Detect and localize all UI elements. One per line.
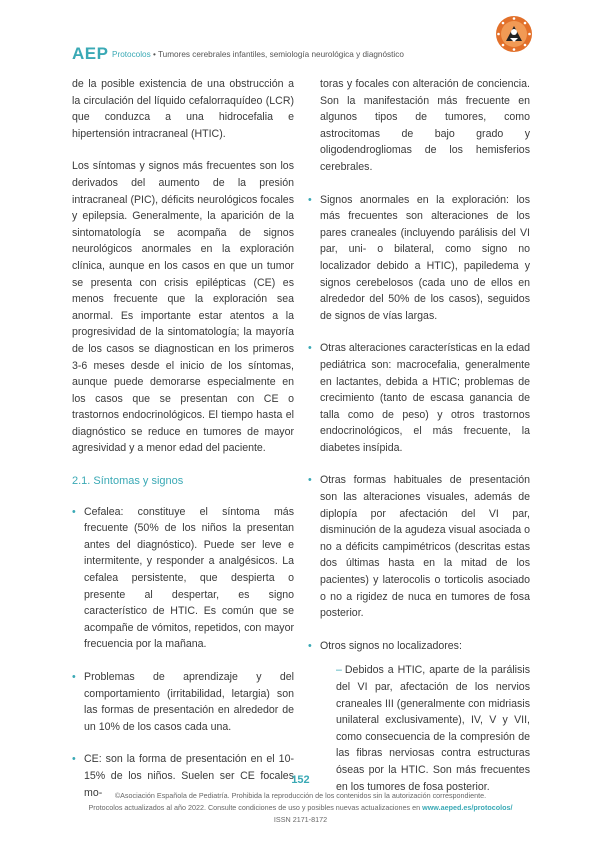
bullet-marker: • [72, 753, 76, 766]
signs-list [308, 192, 530, 796]
list-item-text: Otras formas habituales de presentación son las alteraciones visuales, además de diplopía por afectación del VI par, disminución de la agudeza visual asociada o no a déficits campimétricos (descritas estas dos últimas hasta en la mitad de los pacientes) y laterocolis o torticolis asociado o no a rigidez de nuca en tumores de fosa posterior. [320, 474, 530, 620]
aep-brand: AEP [72, 44, 109, 63]
list-item [72, 669, 294, 735]
list-item [72, 504, 294, 653]
list-item-text: Signos anormales en la exploración: los más frecuentes son alteraciones de los pares craneales (incluyendo parálisis del VI par, uni- o bilateral, como signo no localizador debido a HTIC), papiledema y signos cerebelosos (cada uno de ellos en alrededor del 50% de los casos), seguidos de signos de vías largas. [320, 193, 530, 322]
bullet-marker: • [72, 505, 76, 518]
list-item-text: Problemas de aprendizaje y del comportamiento (irritabilidad, letargia) son las formas de presentación en alrededor de un 10% de los casos cada una. [84, 671, 294, 733]
footer-update-note [0, 803, 601, 812]
bullet-marker: • [308, 474, 312, 487]
header-section: Protocolos [112, 50, 151, 59]
header-title: Tumores cerebrales infantiles, semiología neurológica y diagnóstico [157, 50, 404, 59]
list-item [308, 472, 530, 621]
left-column [72, 76, 294, 817]
footer-copyright: ©Asociación Española de Pediatría. Prohibida la reproducción de los contenidos sin la autorización correspondiente. [114, 791, 487, 800]
header-separator: • [150, 50, 158, 59]
list-item-text: Otros signos no localizadores: [320, 639, 462, 652]
footer-issn: ISSN 2171-8172 [273, 815, 328, 824]
right-column [308, 76, 530, 811]
list-item [308, 192, 530, 325]
list-item [308, 638, 530, 795]
section-title: 2.1. Síntomas y signos [72, 475, 184, 488]
paragraph-continued: de la posible existencia de una obstrucción a la circulación del líquido cefalorraquídeo (LCR) que conduzca a una hidrocefalia e hipertensión intracraneal (HTIC). [72, 78, 294, 140]
list-item-text: Cefalea: constituye el síntoma más frecuente (50% de los niños la presentan antes del diagnóstico). Puede ser leve e intermitente, y responder a analgésicos. La cefalea persistente, que despierta o presente al despertar, es signo característico de HTIC. Es común que se acompañe de vómitos, repetidos, con mayor frecuencia por la mañana. [84, 505, 294, 651]
bullet-marker: • [308, 639, 312, 652]
page-number: 152 [291, 774, 310, 786]
symptoms-list [72, 504, 294, 802]
list-item-continuation: toras y focales con alteración de conciencia. Son la manifestación más frecuente en algunos tipos de tumores, como astrocitomas de bajo grado y oligodendrogliomas de los hemisferios cerebrales. [320, 78, 530, 173]
bullet-marker: • [308, 342, 312, 355]
paragraph-symptoms-overview: Los síntomas y signos más frecuentes son los derivados del aumento de la presión intracraneal (PIC), déficits neurológicos focales y epilepsia. Generalmente, la aparición de la sintomatología se acompaña de signos neurológicos anormales en la exploración clínica, aunque en los casos en que un tumor se presenta con crisis epilépticas (CE) es menos frecuente que la exploración sea anormal. Es importante estar atentos a la progresividad de la sintomatología; la mayoría de los casos se diagnostican en los primeros 3-6 meses desde el inicio de los síntomas, aunque puede demorarse especialmente en los casos que se presentan con CE o trastornos endocrinológicos. El tiempo hasta el diagnóstico se reduce en tumores de mayor agresividad y a menor edad del paciente. [72, 160, 294, 455]
footer-link[interactable]: www.aeped.es/protocolos/ [422, 803, 513, 812]
dash-marker: – [336, 664, 342, 677]
list-item-text: CE: son la forma de presentación en el 10-15% de los niños. Suelen ser CE focales mo- [84, 753, 294, 799]
list-item [308, 340, 530, 456]
list-item-text: Otras alteraciones características en la edad pediátrica son: macrocefalia, generalmente en lactantes, debida a HTIC; problemas de crecimiento (tanto de escasa ganancia de talla como de peso) y otros trastornos endocrinológicos, el más frecuente, la diabetes insípida. [320, 342, 530, 454]
sub-list-item-text: Debidos a HTIC, aparte de la parálisis del VI par, afectación de los nervios craneales III (generalmente con midriasis unilateral exclusivamente), IV, V y VII, como consecuencia de la compresión de las fibras nerviosas contra estructuras óseas por la HTIC. Son más frecuentes en los tumores de fosa posterior. [336, 664, 530, 793]
bullet-marker: • [72, 671, 76, 683]
bullet-marker: • [308, 193, 312, 206]
footer-update-text: Protocolos actualizados al año 2022. Consulte condiciones de uso y posibles nuevas actualizaciones en [88, 803, 423, 812]
header-text [112, 50, 404, 59]
aep-logo-icon [494, 14, 534, 54]
